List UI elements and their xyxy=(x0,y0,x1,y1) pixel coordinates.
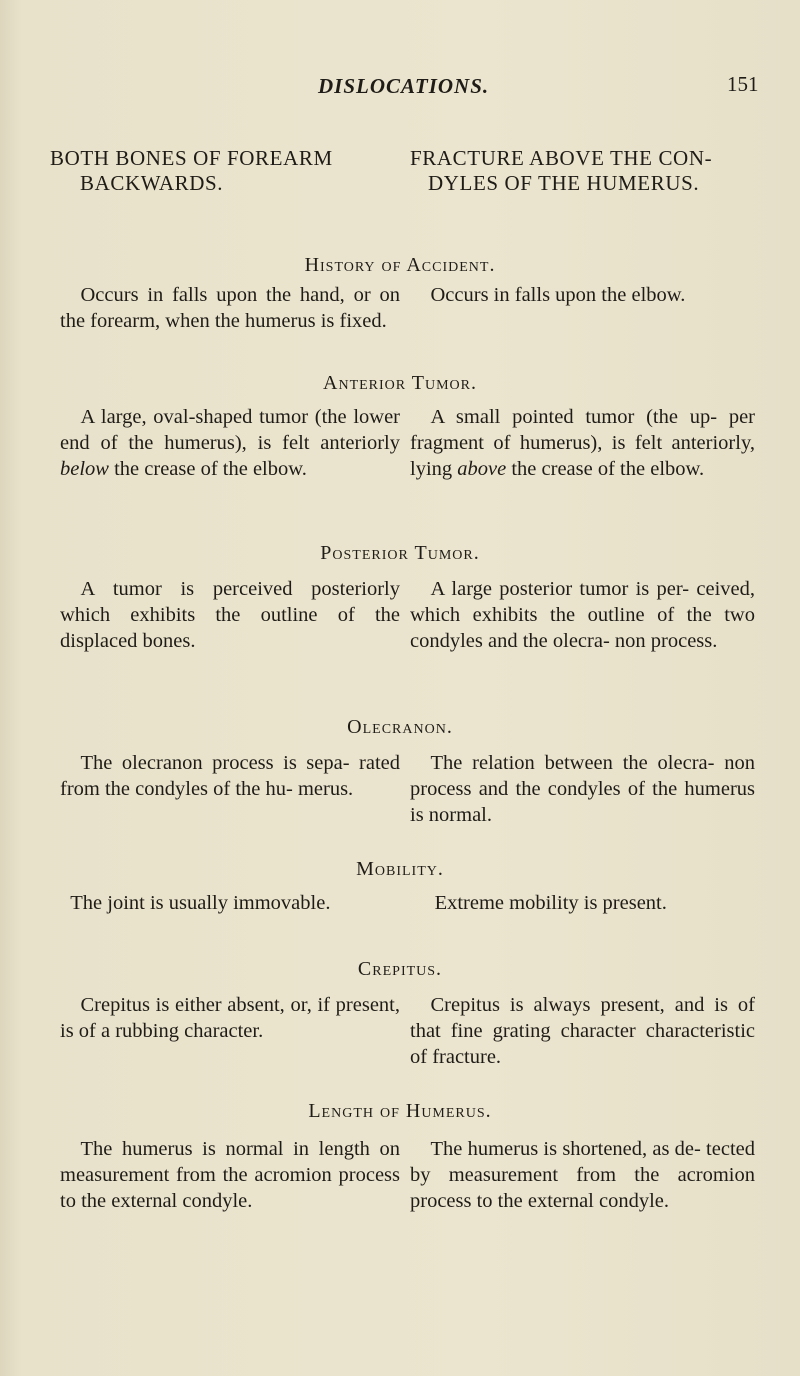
history-right-text: Occurs in falls upon the elbow. xyxy=(430,284,686,306)
olecranon-left-text: The olecranon process is sepa- rated from the condyles of the hu- merus. xyxy=(60,752,400,800)
anterior-tumor-right-text: A small pointed tumor (the up- per fragment of humerus), is felt anteriorly, lying above the crease of the elbow. xyxy=(410,406,755,480)
section-title-posterior-tumor: Posterior Tumor. xyxy=(320,542,480,564)
olecranon-right xyxy=(410,750,755,828)
posterior-tumor-right-text: A large posterior tumor is per- ceived, which exhibits the outline of the two condyles and the olecra- non process. xyxy=(410,578,755,652)
emphasis-below: below xyxy=(60,458,109,480)
section-title-anterior-tumor: Anterior Tumor. xyxy=(323,372,477,394)
right-heading-line-1: FRACTURE ABOVE THE CON- xyxy=(410,146,713,170)
history-left-text: Occurs in falls upon the hand, or on the forearm, when the humerus is fixed. xyxy=(60,284,400,332)
length-right xyxy=(410,1136,755,1214)
running-head xyxy=(0,70,800,104)
right-heading-line-2: DYLES OF THE HUMERUS. xyxy=(428,171,700,195)
mobility-left-text: The joint is usually immovable. xyxy=(70,892,331,914)
mobility-right xyxy=(410,890,755,916)
posterior-tumor-right xyxy=(410,576,755,654)
right-column-heading xyxy=(410,146,800,196)
left-column-heading xyxy=(50,146,405,196)
section-title-length-of-humerus: Length of Humerus. xyxy=(308,1100,492,1122)
section-title-history: History of Accident. xyxy=(304,254,496,276)
anterior-tumor-left xyxy=(60,404,400,482)
section-title-mobility: Mobility. xyxy=(356,858,444,880)
crepitus-right xyxy=(410,992,755,1070)
mobility-left xyxy=(60,890,400,916)
running-title: DISLOCATIONS. xyxy=(318,74,490,98)
posterior-tumor-left-text: A tumor is perceived posteriorly which exhibits the outline of the displaced bones. xyxy=(60,578,400,652)
history-right xyxy=(410,282,755,308)
posterior-tumor-left xyxy=(60,576,400,654)
crepitus-right-text: Crepitus is always present, and is of that fine grating character characteristic of fracture. xyxy=(410,994,755,1068)
anterior-tumor-right xyxy=(410,404,755,482)
anterior-tumor-left-text: A large, oval-shaped tumor (the lower end of the humerus), is felt anteriorly below the crease of the elbow. xyxy=(60,406,400,480)
left-heading-line-2: BACKWARDS. xyxy=(80,171,224,195)
page-number: 151 xyxy=(727,72,759,96)
section-title-crepitus: Crepitus. xyxy=(357,958,443,980)
crepitus-left-text: Crepitus is either absent, or, if present, is of a rubbing character. xyxy=(60,994,400,1042)
mobility-right-text: Extreme mobility is present. xyxy=(434,892,667,914)
length-right-text: The humerus is shortened, as de- tected by measurement from the acromion process to the external condyle. xyxy=(410,1138,755,1212)
emphasis-above: above xyxy=(457,458,507,480)
crepitus-left xyxy=(60,992,400,1044)
length-left-text: The humerus is normal in length on measurement from the acromion process to the external condyle. xyxy=(60,1138,400,1212)
history-left xyxy=(60,282,400,334)
length-left xyxy=(60,1136,400,1214)
olecranon-right-text: The relation between the olecra- non process and the condyles of the humerus is normal. xyxy=(410,752,755,826)
left-heading-line-1: BOTH BONES OF FOREARM xyxy=(50,146,333,170)
section-title-olecranon: Olecranon. xyxy=(347,716,453,738)
olecranon-left xyxy=(60,750,400,802)
